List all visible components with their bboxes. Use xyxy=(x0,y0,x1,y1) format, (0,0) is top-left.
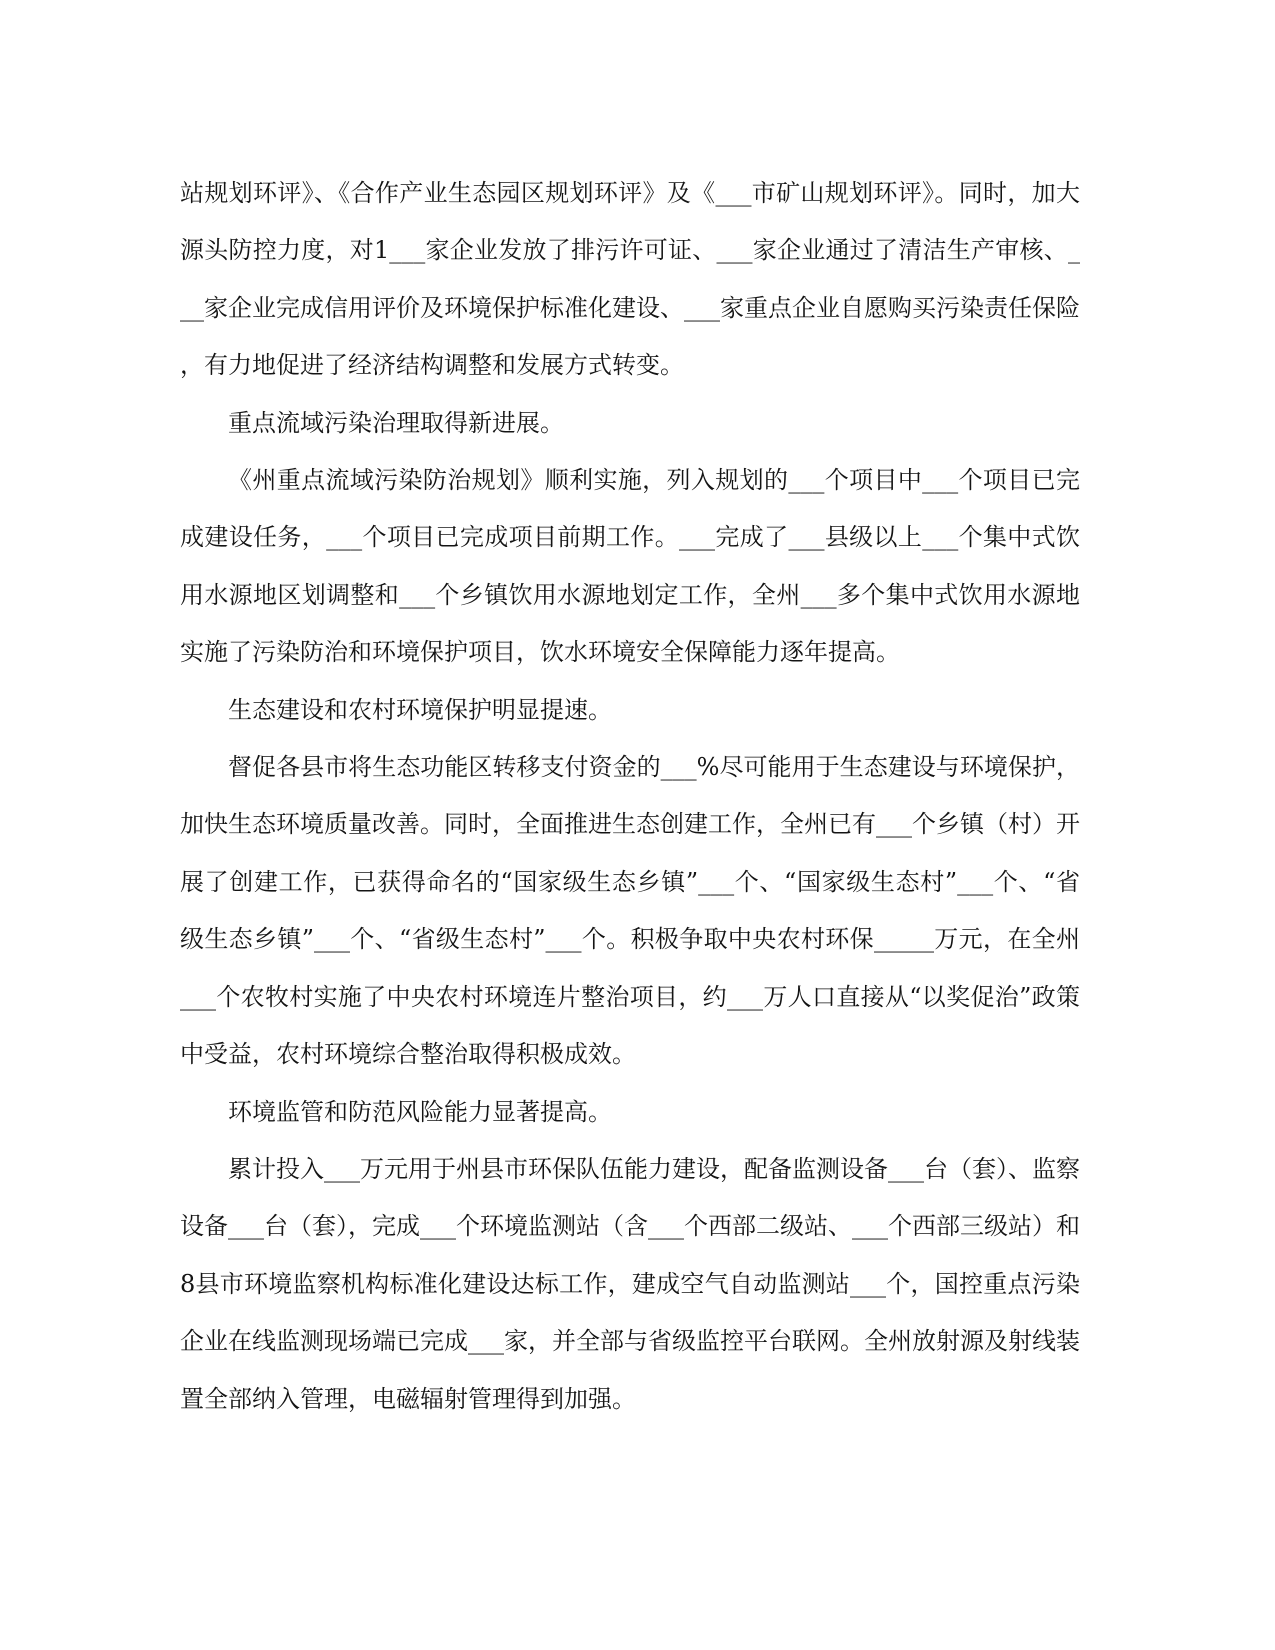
heading-ecological-rural: 生态建设和农村环境保护明显提速。 xyxy=(228,695,612,724)
heading-supervision-risk: 环境监管和防范风险能力显著提高。 xyxy=(228,1097,612,1126)
paragraph-supervision-capacity: 累计投入___万元用于州县市环保队伍能力建设，配备监测设备___台（套）、监察设备___台（套），完成___个环境监测站（含___个西部二级站、___个西部三级站）和8县市环境监察机构标准化建设达标工作，建成空气自动监测站___个，国控重点污染企业在线监测现场端已完成___家，并全部与省级监控平台联网。全州放射源及射线装置全部纳入管理，电磁辐射管理得到加强。 xyxy=(180,1154,1080,1413)
paragraph-planning-eia: 站规划环评》、《合作产业生态园区规划环评》及《___市矿山规划环评》。同时，加大源头防控力度，对1___家企业发放了排污许可证、___家企业通过了清洁生产审核、___家企业完成信用评价及环境保护标准化建设、___家重点企业自愿购买污染责任保险，有力地促进了经济结构调整和发展方式转变。 xyxy=(180,179,1080,380)
heading-watershed-pollution: 重点流域污染治理取得新进展。 xyxy=(228,408,564,437)
paragraph-watershed-plan: 《州重点流域污染防治规划》顺利实施，列入规划的___个项目中___个项目已完成建设任务，___个项目已完成项目前期工作。___完成了___县级以上___个集中式饮用水源地区划调整和___个乡镇饮用水源地划定工作，全州___多个集中式饮用水源地实施了污染防治和环境保护项目，饮水环境安全保障能力逐年提高。 xyxy=(180,466,1080,667)
document-body xyxy=(180,165,1080,1428)
paragraph-ecological-rural: 督促各县市将生态功能区转移支付资金的___%尽可能用于生态建设与环境保护，加快生态环境质量改善。同时，全面推进生态创建工作，全州已有___个乡镇（村）开展了创建工作，已获得命名的“国家级生态乡镇”___个、“国家级生态村”___个、“省级生态乡镇”___个、“省级生态村”___个。积极争取中央农村环保_____万元，在全州___个农牧村实施了中央农村环境连片整治项目，约___万人口直接从“以奖促治”政策中受益，农村环境综合整治取得积极成效。 xyxy=(180,753,1080,1069)
